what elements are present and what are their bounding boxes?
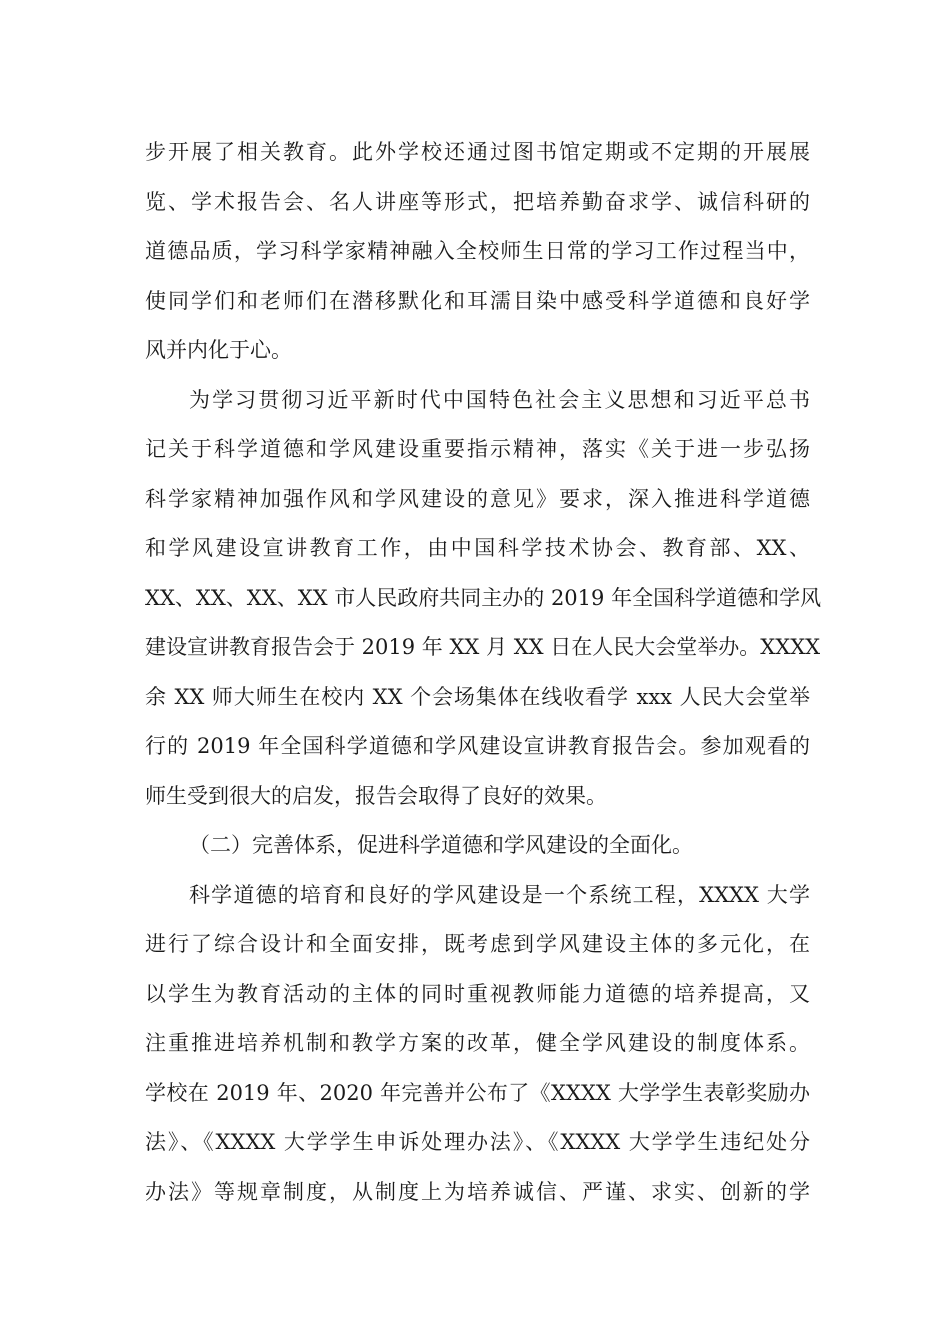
text-line: （二）完善体系，促进科学道德和学风建设的全面化。: [189, 833, 693, 857]
text-line: 余 XX 师大师生在校内 XX 个会场集体在线收看学 xxx 人民大会堂举: [145, 684, 810, 709]
text-line: 览、学术报告会、名人讲座等形式，把培养勤奋求学、诚信科研的: [145, 189, 810, 214]
text-line: 科学家精神加强作风和学风建设的意见》要求，深入推进科学道德: [145, 486, 810, 511]
text-line: 道德品质，学习科学家精神融入全校师生日常的学习工作过程当中，: [145, 239, 810, 263]
body-text: [145, 128, 822, 1217]
text-line: 注重推进培养机制和教学方案的改革，健全学风建设的制度体系。: [145, 1031, 810, 1055]
text-line: 行的 2019 年全国科学道德和学风建设宣讲教育报告会。参加观看的: [145, 734, 810, 758]
text-line: 法》、《XXXX 大学学生申诉处理办法》、《XXXX 大学学生违纪处分: [145, 1130, 810, 1154]
text-line: 进行了综合设计和全面安排，既考虑到学风建设主体的多元化，在: [145, 932, 810, 956]
text-line: 和学风建设宣讲教育工作，由中国科学技术协会、教育部、XX、: [145, 536, 810, 560]
text-line: 学校在 2019 年、2020 年完善并公布了《XXXX 大学学生表彰奖励办: [145, 1080, 810, 1105]
text-line: 记关于科学道德和学风建设重要指示精神，落实《关于进一步弘扬: [145, 437, 810, 461]
text-line: 为学习贯彻习近平新时代中国特色社会主义思想和习近平总书: [189, 387, 810, 412]
text-line: XX、XX、XX、XX 市人民政府共同主办的 2019 年全国科学道德和学风: [145, 585, 822, 610]
text-line: 步开展了相关教育。此外学校还通过图书馆定期或不定期的开展展: [145, 140, 810, 164]
text-line: 使同学们和老师们在潜移默化和耳濡目染中感受科学道德和良好学: [145, 288, 810, 313]
text-line: 风并内化于心。: [145, 338, 292, 362]
text-line: 科学道德的培育和良好的学风建设是一个系统工程，XXXX 大学: [189, 882, 810, 907]
text-line: 以学生为教育活动的主体的同时重视教师能力道德的培养提高，又: [145, 981, 810, 1006]
text-line: 办法》等规章制度，从制度上为培养诚信、严谨、求实、创新的学: [145, 1179, 810, 1204]
text-line: 师生受到很大的启发，报告会取得了良好的效果。: [145, 783, 607, 808]
text-line: 建设宣讲教育报告会于 2019 年 XX 月 XX 日在人民大会堂举办。XXXX: [145, 635, 821, 659]
